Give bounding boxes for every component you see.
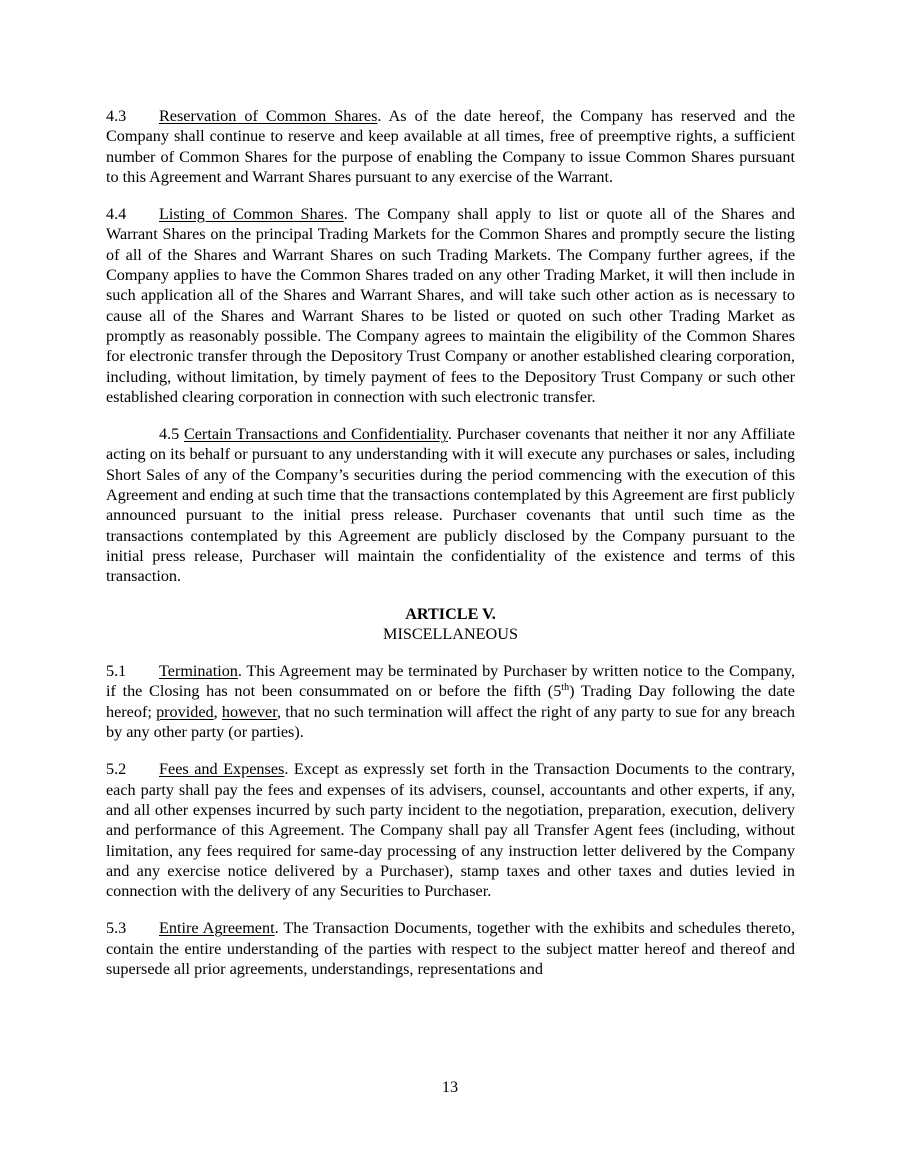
section-text: . As of the date hereof, the Company has reserved and the Company shall continue to reserve and keep available at all times, free of preemptive rights, a sufficient number of Common Shares for the purpose of enabling the Company to issue Common Shares pursuant to this Agreement and Warrant Shares pursuant to any exercise of the Warrant. bbox=[106, 107, 796, 186]
page-number: 13 bbox=[441, 1078, 459, 1096]
section-title: Certain Transactions and Confidentiality bbox=[183, 425, 448, 444]
section-title: Reservation of Common Shares bbox=[159, 107, 378, 125]
article-title: ARTICLE V. bbox=[405, 604, 496, 623]
section-text: . The Company shall apply to list or quote all of the Shares and Warrant Shares on the principal Trading Markets for the Common Shares and promptly secure the listing of all of the Shares and Warrant Shares on such Trading Markets. The Company further agrees, if the Company applies to have the Common Shares traded on any other Trading Market, it will then include in such application all of the Shares and Warrant Shares, and will take such other action as is necessary to cause all of the Shares and Warrant Shares to be listed or quoted on such other Trading Market as promptly as reasonably possible. The Company agrees to maintain the eligibility of the Common Shares for electronic transfer through the Depository Trust Company or another established clearing corporation, including, without limitation, by timely payment of fees to the Depository Trust Company or such other established clearing corporation in connection with such electronic transfer. bbox=[106, 205, 795, 406]
superscript: th bbox=[561, 682, 570, 694]
section-title: Entire Agreement bbox=[159, 919, 275, 938]
section-4-3 bbox=[106, 106, 795, 187]
section-number: 5.3 bbox=[106, 919, 127, 938]
section-5-2 bbox=[106, 759, 795, 901]
section-text: . The Transaction Documents, together with the exhibits and schedules thereto, contain the entire understanding of the parties with respect to the subject matter hereof and thereof and supersede all prior agreements, understandings, representations and bbox=[106, 919, 795, 978]
section-number: 5.2 bbox=[106, 760, 127, 779]
section-4-4 bbox=[106, 204, 795, 407]
section-5-3 bbox=[106, 918, 795, 979]
article-subtitle: MISCELLANEOUS bbox=[383, 624, 518, 643]
section-number: 4.3 bbox=[106, 107, 127, 125]
section-number: 4.4 bbox=[106, 205, 127, 224]
comma: , bbox=[213, 702, 222, 721]
section-text: . This Agreement may be terminated by Purchaser by written notice to the Company, if the Closing has not been consummated on or before the fifth (5 bbox=[106, 662, 795, 701]
section-number: 5.1 bbox=[106, 662, 127, 681]
document-body bbox=[106, 106, 795, 996]
section-title: Listing of Common Shares bbox=[159, 205, 344, 224]
section-5-1 bbox=[106, 661, 795, 742]
section-text: . Except as expressly set forth in the Transaction Documents to the contrary, each party shall pay the fees and expenses of its advisers, counsel, accountants and other experts, if any, and all other expenses incurred by such party incident to the negotiation, preparation, execution, delivery and performance of this Agreement. The Company shall pay all Transfer Agent fees (including, without limitation, any fees required for same-day processing of any instruction letter delivered by the Company and any exercise notice delivered by a Purchaser), stamp taxes and other taxes and duties levied in connection with the delivery of any Securities to Purchaser. bbox=[106, 760, 796, 901]
section-text: . Purchaser covenants that neither it nor any Affiliate acting on its behalf or pursuant to any understanding with it will execute any purchases or sales, including Short Sales of any of the Company’s securities during the period commencing with the execution of this Agreement and ending at such time that the transactions contemplated by this Agreement are first publicly announced pursuant to the initial press release. Purchaser covenants that until such time as the transactions contemplated by this Agreement are publicly disclosed by the Company pursuant to the initial press release, Purchaser will maintain the confidentiality of the existence and terms of this transaction. bbox=[106, 425, 796, 586]
section-text: , that no such termination will affect the right of any party to sue for any breach by any other party (or parties). bbox=[106, 702, 795, 742]
section-title: Termination bbox=[159, 662, 238, 681]
section-text: ) Trading Day following the date hereof; bbox=[106, 682, 795, 721]
article-heading bbox=[106, 604, 795, 645]
section-title: Fees and Expenses bbox=[159, 760, 285, 779]
provided-term: provided bbox=[156, 702, 214, 721]
however-term: however bbox=[221, 702, 277, 721]
section-number: 4.5 bbox=[159, 425, 180, 444]
section-4-5 bbox=[106, 424, 795, 586]
